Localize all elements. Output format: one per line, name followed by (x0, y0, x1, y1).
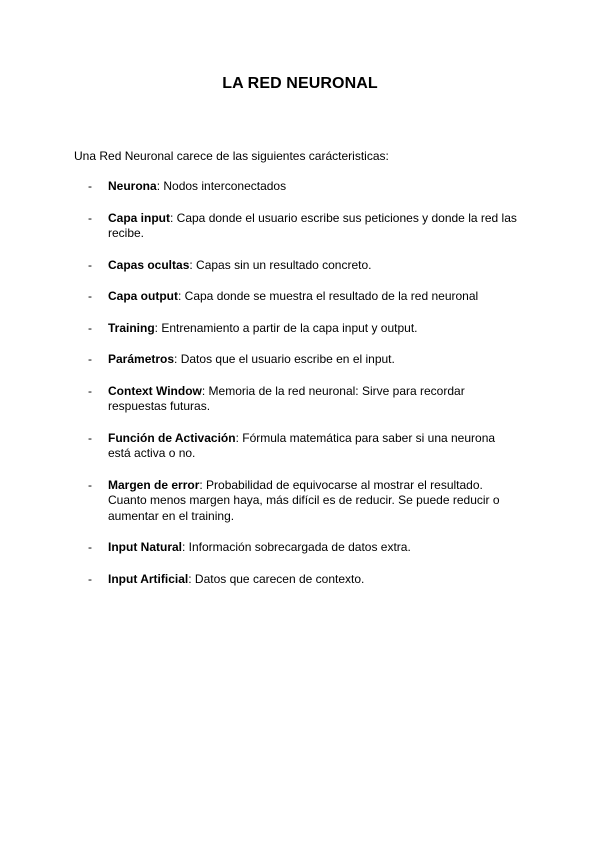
list-bullet: - (88, 383, 92, 398)
item-term: Capa output (108, 289, 178, 303)
intro-paragraph: Una Red Neuronal carece de las siguientes carácteristicas: (74, 149, 389, 163)
list-item-neurona (0, 179, 518, 195)
list-bullet: - (88, 210, 92, 225)
list-bullet: - (88, 257, 92, 272)
item-term: Context Window (108, 383, 202, 398)
list-bullet: - (88, 179, 92, 193)
list-item-input-artificial (0, 572, 518, 588)
list-item-parametros (0, 352, 518, 368)
item-term: Margen de error (108, 477, 200, 492)
list-item-context-window (0, 384, 518, 415)
item-term: Capa input (108, 210, 170, 225)
item-description: : Capa donde el usuario escribe sus peticiones y donde la red las recibe. (108, 210, 517, 240)
list-bullet: - (88, 540, 92, 554)
item-description: : Nodos interconectados (156, 179, 287, 193)
list-item-margen-error (0, 478, 518, 525)
list-bullet: - (88, 477, 92, 492)
item-term: Input Natural (108, 540, 182, 554)
item-term: Capas ocultas (108, 257, 190, 272)
list-item-input-natural (0, 540, 518, 556)
list-bullet: - (88, 320, 92, 335)
item-description: : Datos que carecen de contexto. (188, 571, 365, 586)
list-bullet: - (88, 571, 92, 586)
item-description: : Entrenamiento a partir de la capa input y output. (154, 320, 418, 335)
list-bullet: - (88, 352, 92, 366)
page-title: LA RED NEURONAL (222, 75, 378, 92)
item-description: : Información sobrecargada de datos extra. (182, 540, 411, 554)
item-description: : Capas sin un resultado concreto. (189, 257, 372, 272)
item-description: : Capa donde se muestra el resultado de la red neuronal (178, 289, 479, 303)
list-bullet: - (88, 289, 92, 303)
list-item-capa-input (0, 211, 518, 242)
item-term: Función de Activación (108, 430, 236, 445)
item-term: Parámetros (108, 352, 175, 366)
list-item-funcion-activacion (0, 431, 518, 462)
item-description: : Datos que el usuario escribe en el input. (174, 352, 395, 366)
list-item-capas-ocultas (0, 258, 518, 274)
item-description: : Probabilidad de equivocarse al mostrar el resultado. Cuanto menos margen haya, más difícil es de reducir. Se puede reducir o aumentar en el training. (108, 477, 500, 523)
list-item-training (0, 321, 518, 337)
item-term: Input Artificial (108, 571, 189, 586)
characteristics-list (0, 179, 600, 603)
item-description: : Fórmula matemática para saber si una neurona está activa o no. (108, 430, 496, 460)
item-description: : Memoria de la red neuronal: Sirve para recordar respuestas futuras. (108, 383, 465, 413)
item-term: Neurona (108, 179, 157, 193)
list-bullet: - (88, 430, 92, 445)
list-item-capa-output (0, 289, 518, 305)
item-term: Training (108, 320, 155, 335)
